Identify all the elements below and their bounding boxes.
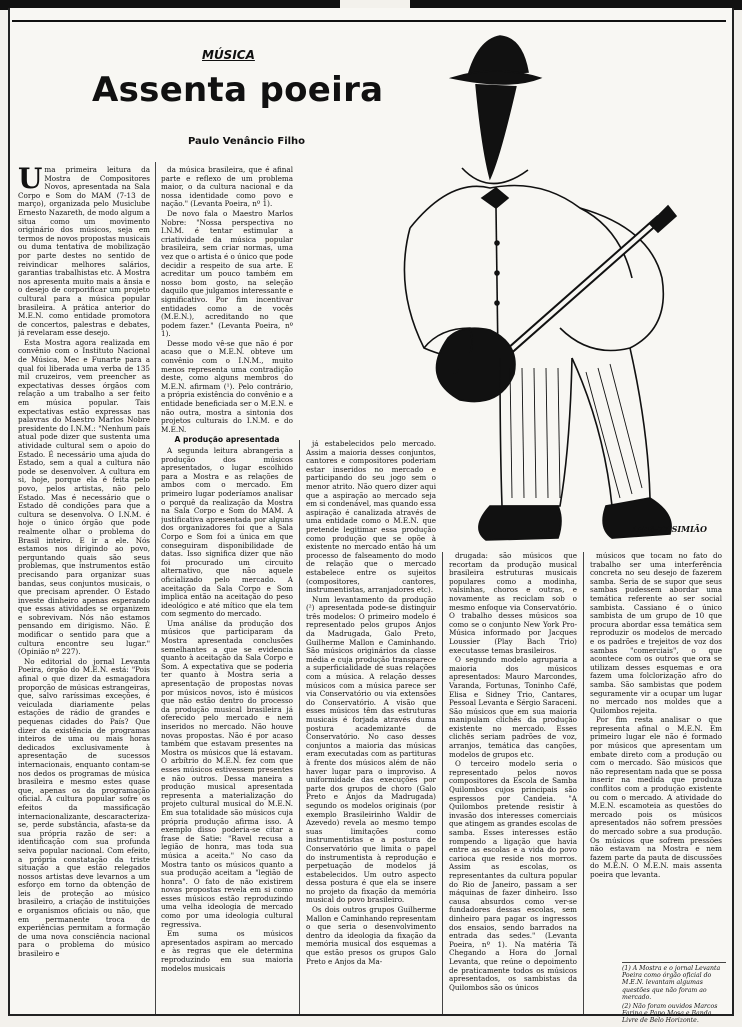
- paragraph: [18, 166, 150, 338]
- column-divider: [155, 162, 156, 1014]
- paragraph: No editorial do jornal Levanta Poeira, órgão do M.E.N. está: "Pois afinal o que dizer da esmagadora proporção de músicas estrangeiras, que, salvo raríssimas exceções, é veiculada diariamente pelas estações de rádio de grandes e pequenas cidades do País? Que dizer da existência de programas inteiros de uma ou mais horas dedicados exclusivamente à apresentação de sucessos internacionais, enquanto contam-se nos dedos os programas de música brasileira e mesmo estes quase que, apenas os da programação oficial. A cultura popular sofre os efeitos da massificação internacionalizante, descaracteriza-se, perde substância, afasta-se da sua própria razão de ser: a identificação com sua profunda seiva popular nacional. Com efeito, a própria constatação da triste situação a que estão relegados nossos artistas deve levarnos a um esforço em torno da obtenção de leis de proteção ao músico brasileiro, a criação de instituições e organismos oficiais ou não, que em permanente troca de experiências permitam a formação de uma nova consciência nacional para o problema do músico brasileiro e: [18, 656, 150, 959]
- paragraph: De novo fala o Maestro Marlos Nobre: "Nossa perspectiva no I.N.M. é tentar estimular a criatividade da música popular brasileira, sem criar normas, uma vez que o artista é o único que pode decidir a respeito de sua arte. E acreditar um pouco também em nosso bom gosto, na seleção daquilo que julgamos interessante e significativo. Por fim incentivar entidades como a de vocês (M.E.N.), acreditando no que podem fazer." (Levanta Poeira, nº 1).: [161, 208, 293, 339]
- footnote: (2) Não foram ouvidos Marcos Farina e Papo Mosa e Banda Livre de Belo Horizonte.: [622, 1003, 718, 1025]
- footnote: (1) A Mostra e o jornal Levanta Poeira como órgão oficial do M.E.N. levantam algumas questões que não foram ao mercado.: [622, 965, 721, 1001]
- illustration-signature: LEIB-77 SIMIÃO: [632, 524, 707, 534]
- paragraph: da música brasileira, que é afinal parte e reflexo de um problema maior, o da cultura nacional e da nossa identidade como povo e nação." (Levanta Poeira, nº 1).: [161, 166, 293, 209]
- column-divider: [583, 552, 584, 1014]
- byline: Paulo Venâncio Filho: [188, 136, 306, 147]
- paragraph: Por fim resta analisar o que representa afinal o M.E.N. Em primeiro lugar ele não é formado por músicos que apresentam um embate direto com a produção ou com o mercado. São músicos que não representam nada que se possa inserir na medida que produza conflitos com a produção existente ou com o mercado. A atividade do M.E.N. escamoteia as questões do mercado pois os músicos apresentados não sofrem pressões do mercado sobre a sua produção. Os músicos que sofrem pressões não estavam na Mostra e nem fazem parte da pauta de discussões do M.E.N. O M.E.N. mais assenta poeira que levanta.: [590, 715, 722, 879]
- column-divider: [299, 440, 300, 1014]
- top-bar-gap: [340, 0, 410, 8]
- paragraph: Desse modo vê-se que não é por acaso que o M.E.N. obteve um convênio com o I.N.M., muito menos representa uma contradição deste, como alguns membros do M.E.N. afirmam (¹). Pelo contrário, a própria existência do convênio e a entidade beneficiada ser o M.E.N. e não outra, mostra a sintonia dos projetos culturais do I.N.M. e do M.E.N.: [161, 338, 293, 434]
- article-column-4: [449, 552, 577, 1012]
- paragraph: A segunda leitura abrangeria a produção dos músicos apresentados, o lugar escolhido para a Mostra e as relações de ambos com o mercado. Em primeiro lugar poderíamos analisar o porquê da realização da Mostra na Sala Corpo e Som do MAM. A justificativa apresentada por alguns dos organizadores foi que a Sala Corpo e Som foi a única em que conseguiram disponibilidade de datas. Isso significa dizer que não foi procurado um circuito alternativo, que não aquele oficializado pelo mercado. A aceitação da Sala Corpo e Som implica então na aceitação do peso ideológico e até mítico que ela tem com segmento do mercado.: [161, 446, 293, 619]
- article-column-1: [18, 166, 150, 1012]
- paragraph-text: ma primeira leitura da Mostra de Compositores Novos, apresentada na Sala Corpo e Som do MAM (7-13 de março), organizada pelo Musiclube Ernesto Nazareth, de modo algum a situa como um movimento originário dos músicos, seja em termos de novos propostas musicais ou duma tentativa de mobilização por parte destes no sentido de reivindicar melhores salários, garantias trabalhistas etc. A Mostra nos apresenta muito mais a ânsia e o desejo de corporificar um projeto cultural para a música popular brasileira. A prática anterior do M.E.N. como entidade promotora de concertos, palestras e debates, já revelaram esse desejo.: [18, 166, 150, 338]
- footnotes: [622, 962, 726, 1027]
- paragraph: O segundo modelo agruparia a maioria dos músicos apresentados: Mauro Marcondes, Varanda, Fortunas, Toninho Café, Elisa e Sidney Trio, Cantares, Pessoal Levanta e Sérgio Saraceni. São músicos que em sua maioria manipulam clichês da produção existente no mercado. Esses clichês seriam padrões de voz, arranjos, temática das canções, modelos de grupos etc.: [449, 655, 577, 759]
- column-divider: [442, 552, 443, 1014]
- headline: Assenta poeira: [92, 70, 384, 110]
- paragraph: músicos que tocam no fato do trabalho ser uma interferência concreta no seu desejo de fazerem samba. Seria de se supor que seus sambas pudessem abordar uma temática referente ao ser social sambista. Cassiano é o único sambista de um grupo de 10 que procura abordar essa temática sem reproduzir os modelos de mercado e os padrões e trejeitos de voz dos sambas "comerciais", o que acontece com os outros que ora se utilizam desses esquemas e ora fazem uma folclorização afro do samba. São sambistas que podem seguramente vir a ocupar um lugar no mercado nos moldes que a Quilombos rejeita.: [590, 552, 722, 715]
- subheading: A produção apresentada: [174, 435, 280, 445]
- paragraph: Num levantamento da produção (²) apresentada pode-se distinguir três modelos: O primeiro modelo é representado pelos grupos Anjos da Madrugada, Galo Preto, Guilherme Mallon e Caminhando. São músicos originários da classe média e cuja produção transparece a superficialidade de suas relações com a música. A relação desses músicos com a música parece ser via Conservatório ou via extensões do Conservatório. A visão que esses músicos têm das estruturas musicais é forjada através duma postura academizante de Conservatório. No caso desses conjuntos a maioria das músicas eram executadas com as partituras à frente dos músicos além de não haver lugar para o improviso. A uniformidade das execuções por parte dos grupos de choro (Galo Preto e Anjos da Madrugada) segundo os modelos originais (por exemplo Brasileirinho Waldir de Azevedo) revela ao mesmo tempo suas limitações como instrumentistas e a postura de Conservatório que limita o papel do instrumentista à reprodução e perpetuação de modelos já estabelecidos. Um outro aspecto dessa postura é que ela se insere no projeto da fixação da memória musical do povo brasileiro.: [306, 594, 436, 905]
- paragraph: Esta Mostra agora realizada em convênio com o Instituto Nacional de Música, Mec e Funarte para a qual foi liberada uma verba de 135 mil cruzeiros, vem preencher as expectativas desses órgãos com relação a um trabalho a ser feito em música popular. Tais expectativas estão expressas nas palavras do Maestro Marlos Nobre presidente do I.N.M.: "Nenhum país atual pode dizer que sustenta uma atividade cultural sem o apoio do Estado. É necessário uma ajuda do Estado, sem a qual a cultura não pode se desenvolver. A cultura em si, hoje, porque ela é feita pelo povo, pelos artistas, não pelo Estado. Mas é necessário que o Estado dê condições para que a cultura se desenvolva. O I.N.M. é hoje o único órgão que pode realmente olhar o problema do Brasil inteiro. E ir a ele. Nós estamos nos dirigindo ao povo, perguntando quais são seus problemas, que instrumentos estão precisando para organizar suas bandas, seus conjuntos musicais, o que precisam aprender. O Estado investe dinheiro apenas esperando que essas atividades se organizem e sobrevivam. Nós não estamos pensando em dirigismo. Não. É modificar o sentido para que a cultura encontre seu lugar." (Opinião nº 227).: [18, 337, 150, 657]
- paragraph: Em suma os músicos apresentados aspiram ao mercado e às regras que ele determina reproduzindo em sua maioria modelos musicais: [161, 929, 293, 973]
- article-column-2: [161, 166, 293, 1012]
- paragraph: já estabelecidos pelo mercado. Assim a maioria desses conjuntos, cantores e compositores poderiam estar inseridos no mercado e participando do seu jogo sem o menor atrito. Não quero dizer aqui que a aspiração ao mercado seja em si condenável, mas quando essa aspiração é canalizada através de uma entidade como o M.E.N. que pretende legitimar essa produção como produção que se opõe à existente no mercado então há um processo de falseamento do modo de relação que o mercado estabelece entre os sujeitos (compositores, cantores, instrumentistas, arranjadores etc).: [306, 440, 436, 595]
- paragraph: drugada: são músicos que recortam da produção musical brasileira estruturas musicais populares como a modinha, valsinhas, choros e outras, e novamente as reciclam sob o mesmo enfoque via Conservatório. O trabalho desses músicos soa como se o conjunto New York Pro-Música informado por Jacques Loussier (Play Bach Trio) executasse temas brasileiros.: [449, 552, 577, 655]
- paragraph: Os dois outros grupos Guilherme Mallon e Caminhando representam o que seria o desenvolvimento dentro da ideologia da fixação da memória musical dos esquemas a que estão presos os grupos Galo Preto e Anjos da Ma-: [306, 905, 436, 966]
- article-column-5: [590, 552, 722, 958]
- drop-cap: U: [18, 166, 43, 195]
- header-rule: [12, 20, 726, 22]
- article-column-3: [306, 440, 436, 1012]
- section-label: MÚSICA: [202, 48, 255, 62]
- paragraph: O terceiro modelo seria o representado pelos novos compositores da Escola de Samba Quilombos cujos principais são espressos por Candeia. "A Quilombos pretende resistir à invasão dos interesses comerciais que atingem as grandes escolas de samba. Esses interesses estão rompendo a ligação que havia entre as escolas e a vida do povo carioca que reside nos morros. Assim as escolas, os representantes da cultura popular do Rio de Janeiro, passam a ser máquinas de fazer dinheiro. Isso causa absurdos como ver-se fundadores dessas escolas, sem dinheiro para pagar os ingressos dos ensaios, sendo barrados na entrada das sedes." (Levanta Poeira, nº 1). Na matéria Tá Chegando a Hora do Jornal Levanta, que reúne o depoimento de praticamente todos os músicos apresentados, os sambistas da Quilombos são os únicos: [449, 759, 577, 992]
- paragraph: Uma análise da produção dos músicos que participaram da Mostra apresentada conclusões semelhantes a que se evidencia quanto à aceitação da Sala Corpo e Som. A expectativa que se poderia ter quanto à Mostra seria a apresentação de propostas novas por músicos novos, isto é músicos que não estão dentro do processo da produção musical brasileira já oferecido pelo mercado e nem inseridos no mercado. Não houve novas propostas. Não é por acaso também que estavam presentes na Mostra os músicos que lá estavam. O arbítrio do M.E.N. fez com que esses músicos estivessem presentes e não outros. Dessa maneira a produção musical apresentada representa a materialização do projeto cultural musical do M.E.N. Em sua totalidade são músicos cuja própria produção afirma isso. A exemplo disso poderia-se citar a frase de Satie: "Ravel recusa a legião de honra, mas toda sua música a aceita." No caso da Mostra tanto os músicos quanto a sua produção aceitam a "legião de honra". O fato de não existirem novas propostas revela em si como esses músicos estão reproduzindo uma velha ideologia de mercado como por uma ideologia cultural regressiva.: [161, 618, 293, 929]
